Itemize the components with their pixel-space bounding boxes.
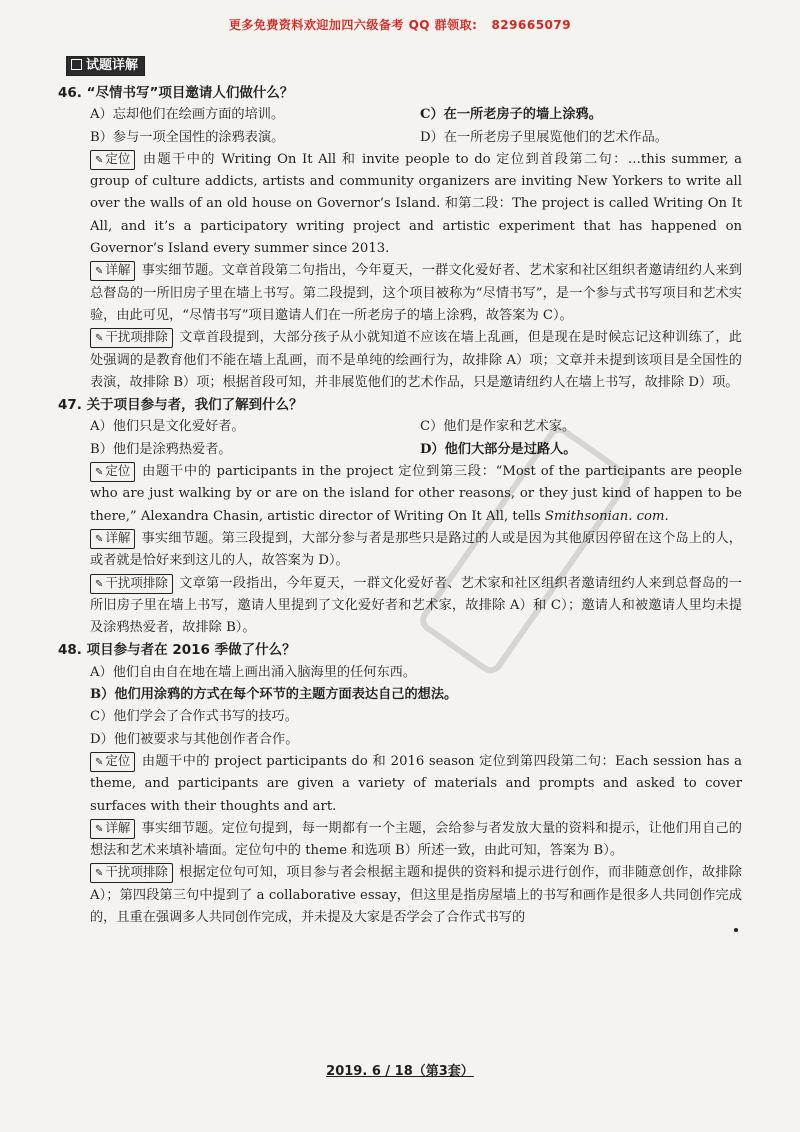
detail-tag: ✎ 详解 — [90, 529, 135, 549]
detail-tag: ✎ 详解 — [90, 819, 135, 839]
option-item: C）他们学会了合作式书写的技巧。 — [90, 709, 298, 725]
distract-tag: ✎ 干扰项排除 — [90, 863, 173, 883]
page-footer: 2019. 6 / 18（第3套） — [326, 1064, 474, 1079]
detail-paragraph — [64, 260, 742, 327]
pen-icon: ✎ — [95, 578, 104, 590]
option-item: A）他们自由自在地在墙上画出涌入脑海里的任何东西。 — [90, 664, 417, 680]
question-title: 46. “尽情书写”项目邀请人们做什么？ — [58, 85, 294, 101]
locate-paragraph — [64, 751, 742, 818]
distract-paragraph — [64, 573, 742, 640]
section-tag-label: 试题详解 — [86, 58, 139, 73]
section-tag — [66, 56, 145, 76]
detail-paragraph — [64, 818, 742, 863]
locate-text: 由题干中的 project participants do 和 2016 season 定位到第四段第二句：Each session has a theme, and participants are given a variety of materials and prompts and asked to cover surfaces with their thoughts and art. — [90, 753, 742, 814]
locate-paragraph — [64, 461, 742, 528]
option-item: A）忘却他们在绘画方面的培训。 — [90, 107, 285, 123]
option-item: C）在一所老房子的墙上涂鸦。 — [420, 107, 602, 123]
pen-icon: ✎ — [95, 533, 104, 545]
distract-paragraph — [64, 862, 742, 929]
distract-paragraph — [64, 327, 742, 394]
promo-banner — [0, 16, 800, 33]
locate-text: 由题干中的 participants in the project 定位到第三段：“Most of the participants are people who are just walking by or are on the island for other reasons, or they just kind of happen to be there,” Alexandra Chasin, artistic director of Writing On It All, tells — [90, 464, 742, 524]
pen-icon: ✎ — [95, 266, 104, 278]
section-mark-icon — [71, 59, 82, 70]
distract-text: 文章首段提到，大部分孩子从小就知道不应该在墙上乱画，但是现在是时候忘记这种训练了，此处强调的是教育他们不能在墙上乱画，而不是单纯的绘画行为，故排除 A）项；文章并未提到该项目是全国性的表演，故排除 B）项；根据首段可知，并非展览他们的艺术作品，只是邀请纽约人在墙上书写，故排除 D）项。 — [90, 330, 742, 390]
distract-tag: ✎ 干扰项排除 — [90, 574, 173, 594]
locate-tag: ✎ 定位 — [90, 752, 135, 772]
question-options — [64, 104, 742, 149]
locate-text: 由题干中的 Writing On It All 和 invite people to do 定位到首段第二句：…this summer, a group of culture addicts, artists and community organizers are inviting New Yorkers to write all over the walls of an old house on Governor’s Island. 和第二段：The project is called Writing On It All, and it’s a participatory writing project and artistic experiment that has happened on Governor’s Island every summer since 2013. — [90, 151, 742, 257]
question-title: 48. 项目参与者在 2016 季做了什么？ — [58, 642, 296, 659]
pen-icon: ✎ — [95, 868, 104, 880]
question-title: 47. 关于项目参与者，我们了解到什么？ — [58, 397, 303, 414]
pen-icon: ✎ — [95, 467, 104, 479]
ink-dot — [734, 928, 738, 932]
distract-text: 根据定位句可知，项目参与者会根据主题和提供的资料和提示进行创作，而非随意创作，故排除 A）；第四段第三句中提到了 a collaborative essay，但这里是指房屋墙上的书写和画作是很多人共同创作完成的，且重在强调多人共同创作完成，并未提及大家是否学会了合作式书写的 — [90, 865, 742, 925]
option-item: B）参与一项全国性的涂鸦表演。 — [90, 129, 285, 145]
pen-icon: ✎ — [95, 154, 104, 166]
pen-icon: ✎ — [95, 756, 104, 768]
locate-paragraph — [64, 149, 742, 260]
distract-tag: ✎ 干扰项排除 — [90, 328, 173, 348]
locate-tag: ✎ 定位 — [90, 462, 135, 482]
distract-text: 文章第一段指出，今年夏天，一群文化爱好者、艺术家和社区组织者邀请纽约人来到总督岛的一所旧房子里在墙上书写，邀请人里提到了文化爱好者和艺术家，故排除 A）和 C）；邀请人和被邀请人里均未提及涂鸦热爱者，故排除 B）。 — [90, 575, 742, 636]
pen-icon: ✎ — [95, 823, 104, 835]
detail-paragraph — [64, 528, 742, 573]
detail-tag: ✎ 详解 — [90, 261, 135, 281]
answer-explanations — [58, 82, 742, 929]
option-item: C）他们是作家和艺术家。 — [420, 419, 576, 435]
banner-text: 更多免费资料欢迎加四六级备考 QQ 群领取: — [228, 18, 478, 32]
option-item: A）他们只是文化爱好者。 — [90, 419, 245, 435]
pen-icon: ✎ — [95, 333, 104, 345]
option-item: B）他们是涂鸦热爱者。 — [90, 441, 232, 457]
option-item: D）他们大部分是过路人。 — [420, 441, 577, 457]
question-options — [64, 416, 742, 461]
locate-tag: ✎ 定位 — [90, 150, 135, 170]
option-item: D）他们被要求与其他创作者合作。 — [90, 731, 299, 747]
banner-qq-number: 829665079 — [491, 18, 572, 32]
question-options — [64, 662, 742, 751]
detail-text: 事实细节题。第三段提到，大部分参与者是那些只是路过的人或是因为其他原因停留在这个岛上的人，或者就是恰好来到这儿的人，故答案为 D）。 — [90, 530, 742, 569]
source-name: Smithsonian. com. — [544, 508, 669, 524]
detail-text: 事实细节题。文章首段第二句指出，今年夏天，一群文化爱好者、艺术家和社区组织者邀请纽约人来到总督岛的一所旧房子里在墙上书写。第二段提到，这个项目被称为“尽情书写”，是一个参与式书写项目和艺术实验，由此可见，“尽情书写”项目邀请人们在一所老房子的墙上涂鸦，故答案为 C）。 — [90, 263, 742, 323]
option-item: B）他们用涂鸦的方式在每个环节的主题方面表达自己的想法。 — [90, 687, 458, 703]
option-item: D）在一所老房子里展览他们的艺术作品。 — [420, 129, 668, 145]
detail-text: 事实细节题。定位句提到，每一期都有一个主题，会给参与者发放大量的资料和提示，让他们用自己的想法和艺术来填补墙面。定位句中的 theme 和选项 B）所述一致，由此可知，答案为 B）。 — [90, 820, 742, 859]
